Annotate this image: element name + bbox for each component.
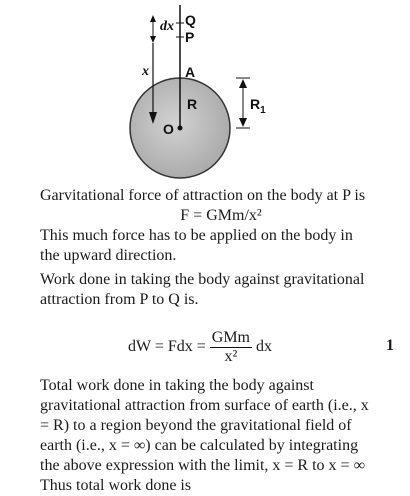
eq2-tail: dx bbox=[256, 338, 272, 355]
label-r1-main: R bbox=[250, 96, 261, 112]
eq2-fraction bbox=[210, 329, 252, 366]
equation-work-body bbox=[128, 324, 272, 370]
eq2-numerator: GMm bbox=[211, 328, 250, 346]
text-paragraph-2 bbox=[40, 376, 402, 496]
text-line: gravitational attraction from surface of earth (i.e., x bbox=[40, 397, 369, 414]
text-line: This much force has to be applied on the body in bbox=[40, 227, 353, 244]
earth-diagram bbox=[0, 0, 410, 180]
label-r1-sub: 1 bbox=[260, 104, 266, 116]
dx-arrow-down bbox=[150, 36, 156, 43]
eq2-lhs: dW = Fdx = bbox=[128, 338, 206, 355]
text-line: Garvitational force of attraction on the body at P is bbox=[40, 187, 366, 204]
earth-diagram-svg bbox=[0, 0, 410, 180]
dx-arrow-up bbox=[150, 15, 156, 22]
equation-number: 1 bbox=[386, 337, 394, 354]
label-o: O bbox=[163, 121, 174, 137]
r1-arrow-up bbox=[239, 79, 247, 88]
label-a: A bbox=[185, 64, 196, 80]
text-line: the above expression with the limit, x = R to x = ∞ bbox=[40, 457, 365, 474]
text-line: Thus total work done is bbox=[40, 477, 192, 494]
eq2-denominator: x² bbox=[224, 347, 238, 365]
equation-work bbox=[40, 324, 402, 370]
label-r1 bbox=[250, 96, 266, 116]
text-line: attraction from P to Q is. bbox=[40, 291, 199, 308]
label-x: x bbox=[142, 64, 149, 79]
label-r: R bbox=[187, 96, 198, 112]
text-line: earth (i.e., x = ∞) can be calculated by integrating bbox=[40, 437, 359, 454]
text-line: Total work done in taking the body against bbox=[40, 377, 314, 394]
label-q: Q bbox=[185, 12, 196, 28]
equation-force: F = GMm/x² bbox=[180, 207, 262, 224]
r1-arrow-down bbox=[239, 118, 247, 127]
label-dx: dx bbox=[160, 19, 174, 34]
center-dot bbox=[178, 126, 183, 131]
text-line: Work done in taking the body against gravitational bbox=[40, 271, 365, 288]
text-paragraph-1 bbox=[40, 186, 402, 310]
label-p: P bbox=[185, 29, 195, 45]
text-line: = R) to a region beyond the gravitational field of bbox=[40, 417, 352, 434]
text-line: the upward direction. bbox=[40, 247, 177, 264]
